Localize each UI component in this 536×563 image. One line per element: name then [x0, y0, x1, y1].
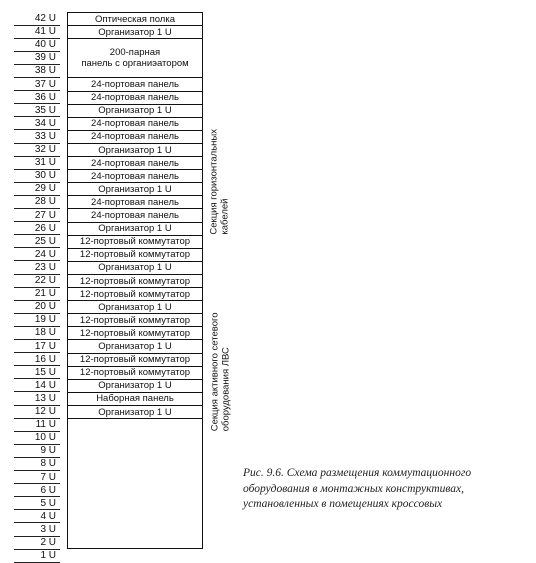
rack-equipment-slot: 12-портовый коммутатор	[68, 327, 202, 340]
rack-unit-label: 30 U	[34, 170, 56, 182]
rack-unit-label: 13 U	[34, 392, 56, 404]
rack-cabinet	[67, 12, 203, 549]
rack-equipment-slot: 24-портовая панель	[68, 170, 202, 183]
rack-unit-label: 17 U	[34, 340, 56, 352]
rack-unit-label: 4 U	[40, 510, 56, 522]
rack-equipment-slot: 24-портовая панель	[68, 196, 202, 209]
rack-unit-label: 7 U	[40, 471, 56, 483]
rack-equipment-slot: 24-портовая панель	[68, 210, 202, 223]
section-label: Секция горизонтальных кабелей	[208, 129, 231, 235]
rack-unit-label: 20 U	[34, 301, 56, 313]
rack-equipment-slot: 12-портовый коммутатор	[68, 314, 202, 327]
rack-unit-label: 42 U	[34, 13, 56, 24]
rack-equipment-slot: Организатор 1 U	[68, 26, 202, 39]
rack-equipment-slot: 24-портовая панель	[68, 131, 202, 144]
rack-equipment-slot: 12-портовый коммутатор	[68, 288, 202, 301]
rack-equipment-slot: Оптическая полка	[68, 13, 202, 26]
rack-unit-label: 21 U	[34, 288, 56, 300]
rack-unit-label: 25 U	[34, 235, 56, 247]
rack-equipment-slot: Организатор 1 U	[68, 183, 202, 196]
rack-unit-label: 31 U	[34, 157, 56, 169]
rack-unit-label: 27 U	[34, 209, 56, 221]
rack-equipment-slot: Наборная панель	[68, 393, 202, 406]
rack-unit-label: 35 U	[34, 104, 56, 116]
section-label: Секция активного сетевого оборудования ЛВС	[209, 312, 231, 432]
rack-unit-label: 12 U	[34, 406, 56, 417]
rack-equipment-slot: Организатор 1 U	[68, 406, 202, 419]
rack-equipment-slot: 12-портовый коммутатор	[68, 236, 202, 249]
rack-equipment-slot: 12-портовый коммутатор	[68, 354, 202, 367]
rack-equipment-slot: Организатор 1 U	[68, 105, 202, 118]
rack-unit-label: 1 U	[40, 550, 56, 562]
rack-equipment-slot: 12-портовый коммутатор	[68, 367, 202, 380]
rack-equipment-slot: 12-портовый коммутатор	[68, 249, 202, 262]
rack-unit-label: 28 U	[34, 196, 56, 208]
rack-equipment-slot: Организатор 1 U	[68, 380, 202, 393]
rack-equipment-slot: 24-портовая панель	[68, 157, 202, 170]
rack-unit-label: 29 U	[34, 183, 56, 195]
rack-unit-label: 40 U	[34, 39, 56, 51]
rack-unit-label: 2 U	[40, 537, 56, 548]
rack-unit-label: 15 U	[34, 366, 56, 378]
rack-unit-label: 10 U	[34, 432, 56, 444]
rack-unit-label: 11 U	[35, 419, 56, 431]
rack-unit-label: 19 U	[34, 314, 56, 326]
figure-caption: Рис. 9.6. Схема размещения коммутационного оборудования в монтажных конструктивах, установленных в помещениях кроссовых	[243, 467, 472, 510]
rack-unit-label: 5 U	[40, 497, 56, 509]
rack-unit-label: 9 U	[40, 445, 56, 457]
rack-unit-label: 18 U	[34, 327, 56, 339]
rack-equipment-slot: 24-портовая панель	[68, 118, 202, 131]
rack-unit-label: 14 U	[34, 379, 56, 391]
rack-unit-label: 24 U	[34, 248, 56, 260]
rack-unit-label: 6 U	[40, 484, 56, 496]
rack-unit-label: 26 U	[34, 222, 56, 234]
rack-equipment-slot: Организатор 1 U	[68, 144, 202, 157]
rack-equipment-slot: 12-портовый коммутатор	[68, 275, 202, 288]
rack-equipment-slot: Организатор 1 U	[68, 301, 202, 314]
rack-equipment-slot: Организатор 1 U	[68, 223, 202, 236]
rack-unit-label: 32 U	[34, 144, 56, 155]
rack-unit-label: 33 U	[34, 130, 56, 142]
rack-equipment-slot: Организатор 1 U	[68, 262, 202, 275]
rack-unit-label: 16 U	[34, 353, 56, 365]
rack-unit-label: 23 U	[34, 261, 56, 273]
rack-unit-label: 34 U	[34, 117, 56, 129]
rack-unit-label: 3 U	[40, 523, 56, 535]
rack-equipment-slot: 24-портовая панель	[68, 92, 202, 105]
rack-unit-label: 22 U	[34, 275, 56, 286]
rack-unit-label: 39 U	[34, 52, 56, 64]
rack-unit-label: 38 U	[34, 65, 56, 77]
rack-equipment-slot: Организатор 1 U	[68, 341, 202, 354]
rack-unit-label: 41 U	[34, 26, 56, 38]
rack-equipment-slot: 200-парная панель с органиэатором	[68, 39, 202, 78]
rack-unit-label: 36 U	[34, 91, 56, 103]
rack-equipment-slot: 24-портовая панель	[68, 79, 202, 92]
rack-unit-label: 8 U	[40, 458, 56, 470]
rack-unit-label: 37 U	[34, 78, 56, 90]
